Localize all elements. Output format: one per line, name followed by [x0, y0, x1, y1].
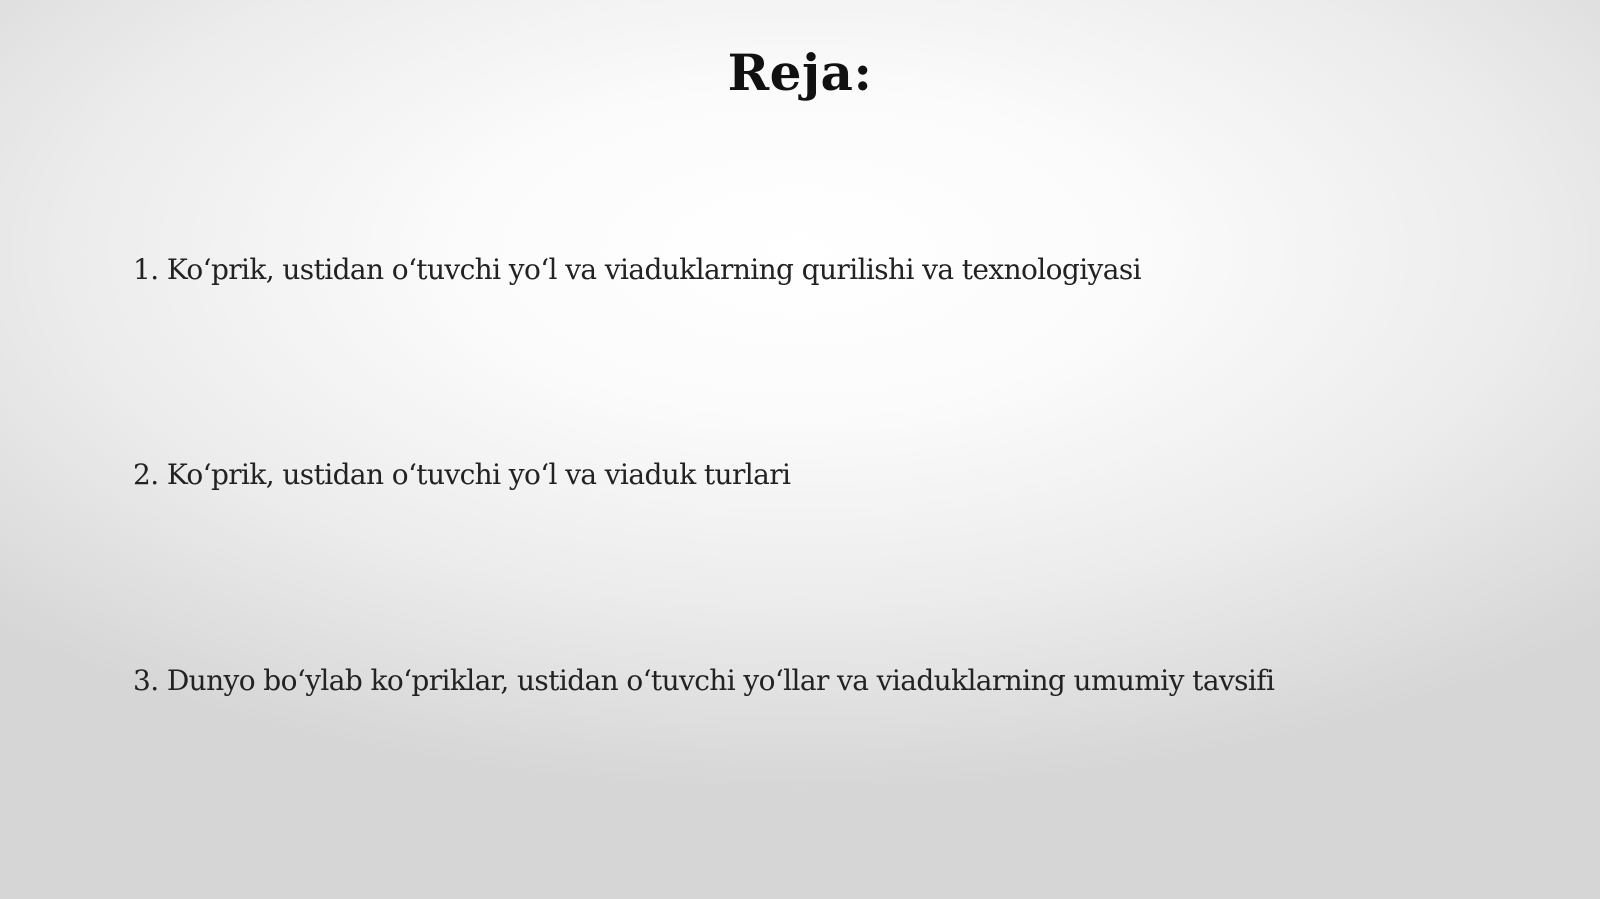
plan-item-1: 1. Koʻprik, ustidan oʻtuvchi yoʻl va viaduklarning qurilishi va texnologiyasi: [133, 253, 1141, 286]
plan-item-3: 3. Dunyo boʻylab koʻpriklar, ustidan oʻtuvchi yoʻllar va viaduklarning umumiy tavsifi: [133, 664, 1275, 697]
plan-item-2: 2. Koʻprik, ustidan oʻtuvchi yoʻl va viaduk turlari: [133, 458, 791, 491]
slide-title: Reja:: [727, 43, 873, 102]
